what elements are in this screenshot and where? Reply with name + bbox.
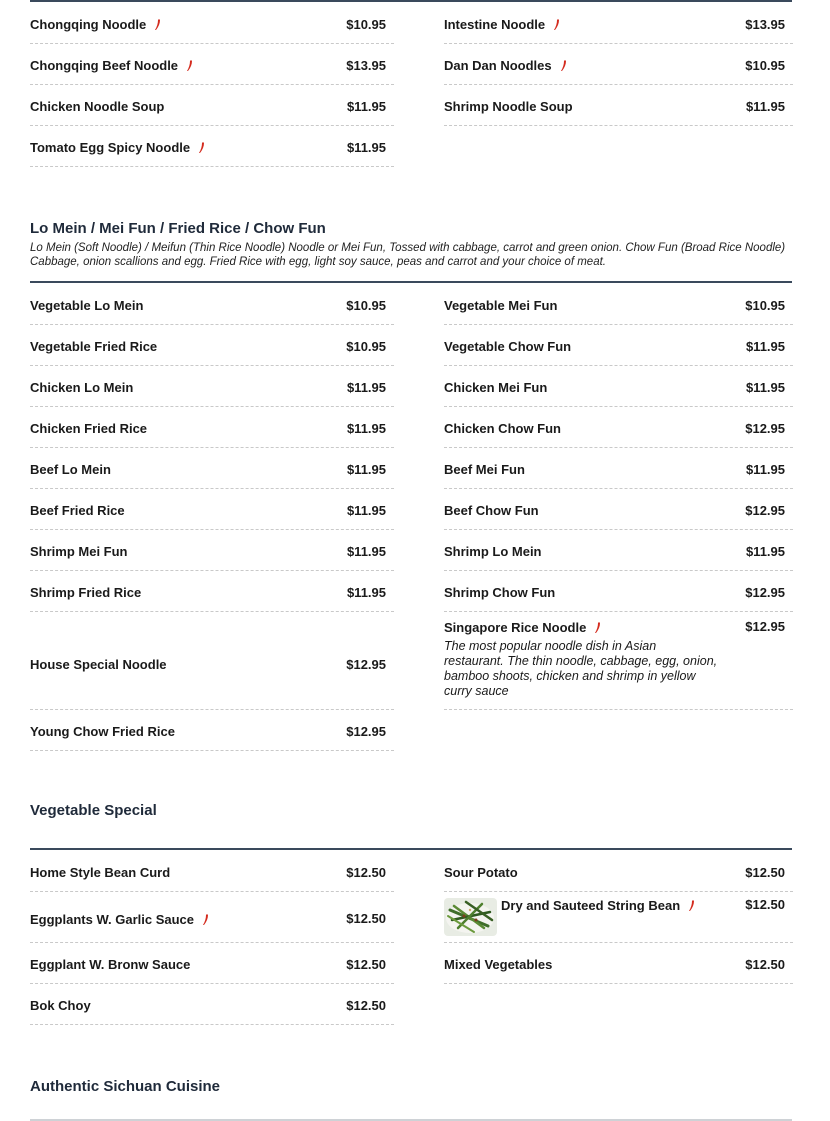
menu-item [444,943,793,984]
menu-item [30,407,394,448]
item-name: Sour Potato [444,865,518,880]
menu-item [444,407,793,448]
menu-item [444,366,793,407]
item-price: $12.95 [745,585,785,600]
vegetable-column-left [30,851,394,1025]
item-name: Eggplants W. Garlic Sauce [30,912,194,927]
item-name: Shrimp Mei Fun [30,544,128,559]
item-name: Chicken Lo Mein [30,380,134,395]
menu-item [30,3,394,44]
menu-item [30,530,394,571]
item-name: House Special Noodle [30,657,167,672]
item-name: Tomato Egg Spicy Noodle [30,140,191,155]
item-price: $12.50 [346,998,386,1013]
item-price: $13.95 [745,17,785,32]
section-title: Lo Mein / Mei Fun / Fried Rice / Chow Fun [30,220,326,237]
menu-item [444,489,793,530]
item-price: $12.50 [745,897,785,912]
item-name: Vegetable Fried Rice [30,339,158,354]
section-title: Authentic Sichuan Cuisine [30,1078,221,1095]
item-price: $11.95 [346,544,386,559]
item-name: Vegetable Mei Fun [444,298,558,313]
item-name: Vegetable Lo Mein [30,298,144,313]
menu-item [30,126,394,167]
chili-pepper-icon [553,19,561,31]
chili-pepper-icon [688,900,696,912]
item-price: $12.95 [745,619,785,634]
item-name: Mixed Vegetables [444,957,553,972]
item-price: $11.95 [346,462,386,477]
menu-item [30,366,394,407]
item-price: $12.50 [745,957,785,972]
item-price: $10.95 [745,298,785,313]
menu-item [444,612,793,710]
item-price: $11.95 [745,380,785,395]
menu-item [444,892,793,943]
item-name: Chongqing Beef Noodle [30,58,179,73]
item-price: $10.95 [346,298,386,313]
item-name: Shrimp Lo Mein [444,544,542,559]
item-name: Beef Chow Fun [444,503,539,518]
item-name: Chicken Mei Fun [444,380,548,395]
item-name: Intestine Noodle [444,17,546,32]
item-price: $10.95 [745,58,785,73]
item-price: $12.50 [745,865,785,880]
section-divider [30,0,792,2]
item-price: $10.95 [346,17,386,32]
item-name: Home Style Bean Curd [30,865,171,880]
item-price: $11.95 [745,99,785,114]
menu-item [444,44,793,85]
menu-item [444,284,793,325]
item-name: Shrimp Fried Rice [30,585,142,600]
item-name: Young Chow Fried Rice [30,724,175,739]
menu-item [30,571,394,612]
chili-pepper-icon [154,19,162,31]
menu-item [444,448,793,489]
item-price: $12.50 [346,957,386,972]
menu-item [444,3,793,44]
item-price: $12.95 [346,657,386,672]
menu-item [30,892,394,943]
menu-item [30,284,394,325]
menu-item [30,325,394,366]
string-bean-photo[interactable] [444,898,497,936]
item-price: $11.95 [346,380,386,395]
item-price: $12.95 [346,724,386,739]
lomein-column-right [444,284,793,710]
item-price: $11.95 [346,585,386,600]
menu-item [30,710,394,751]
item-price: $13.95 [346,58,386,73]
section-description: Lo Mein (Soft Noodle) / Meifun (Thin Rice Noodle) Noodle or Mei Fun, Tossed with cabbage, carrot and green onion. Chow Fun (Broad Rice Noodle) Cabbage, onion scallions and egg. Fried Rice with egg, light soy sauce, peas and carrot and your choice of meat. [30,242,786,268]
chili-pepper-icon [560,60,568,72]
noodle-column-right [444,3,793,126]
item-name: Beef Mei Fun [444,462,525,477]
item-price: $12.50 [346,911,386,926]
item-price: $11.95 [745,544,785,559]
lomein-column-left [30,284,394,751]
menu-item [30,612,394,710]
item-name: Singapore Rice Noodle [444,620,587,635]
menu-item [30,851,394,892]
item-price: $11.95 [346,421,386,436]
item-name: Shrimp Noodle Soup [444,99,573,114]
menu-item [30,943,394,984]
item-name: Shrimp Chow Fun [444,585,556,600]
item-name: Bok Choy [30,998,91,1013]
item-name: Chicken Noodle Soup [30,99,165,114]
item-price: $12.95 [745,421,785,436]
vegetable-column-right [444,851,793,984]
item-price: $10.95 [346,339,386,354]
chili-pepper-icon [186,60,194,72]
menu-item [30,85,394,126]
menu-item [444,325,793,366]
section-title: Vegetable Special [30,802,157,819]
section-divider [30,848,792,850]
menu-item [30,489,394,530]
chili-pepper-icon [594,622,602,634]
menu-item [444,851,793,892]
item-name: Beef Fried Rice [30,503,125,518]
item-name: Chicken Chow Fun [444,421,561,436]
menu-item [444,530,793,571]
item-name: Chicken Fried Rice [30,421,148,436]
item-price: $11.95 [346,503,386,518]
item-price: $11.95 [745,339,785,354]
item-name: Vegetable Chow Fun [444,339,572,354]
section-divider [30,281,792,283]
item-price: $11.95 [346,140,386,155]
item-name: Chongqing Noodle [30,17,147,32]
menu-item [444,85,793,126]
item-price: $11.95 [346,99,386,114]
item-price: $12.95 [745,503,785,518]
chili-pepper-icon [202,914,210,926]
item-description: The most popular noodle dish in Asian restaurant. The thin noodle, cabbage, egg, onion, bamboo shoots, chicken and shrimp in yellow curry sauce [444,639,718,698]
item-name: Eggplant W. Bronw Sauce [30,957,191,972]
menu-item [30,984,394,1025]
menu-item [30,448,394,489]
item-name: Dry and Sauteed String Bean [501,898,681,913]
chili-pepper-icon [198,142,206,154]
menu-item [444,571,793,612]
noodle-column-left [30,3,394,167]
item-price: $12.50 [346,865,386,880]
item-name: Dan Dan Noodles [444,58,552,73]
item-price: $11.95 [745,462,785,477]
item-name: Beef Lo Mein [30,462,111,477]
menu-item [30,44,394,85]
